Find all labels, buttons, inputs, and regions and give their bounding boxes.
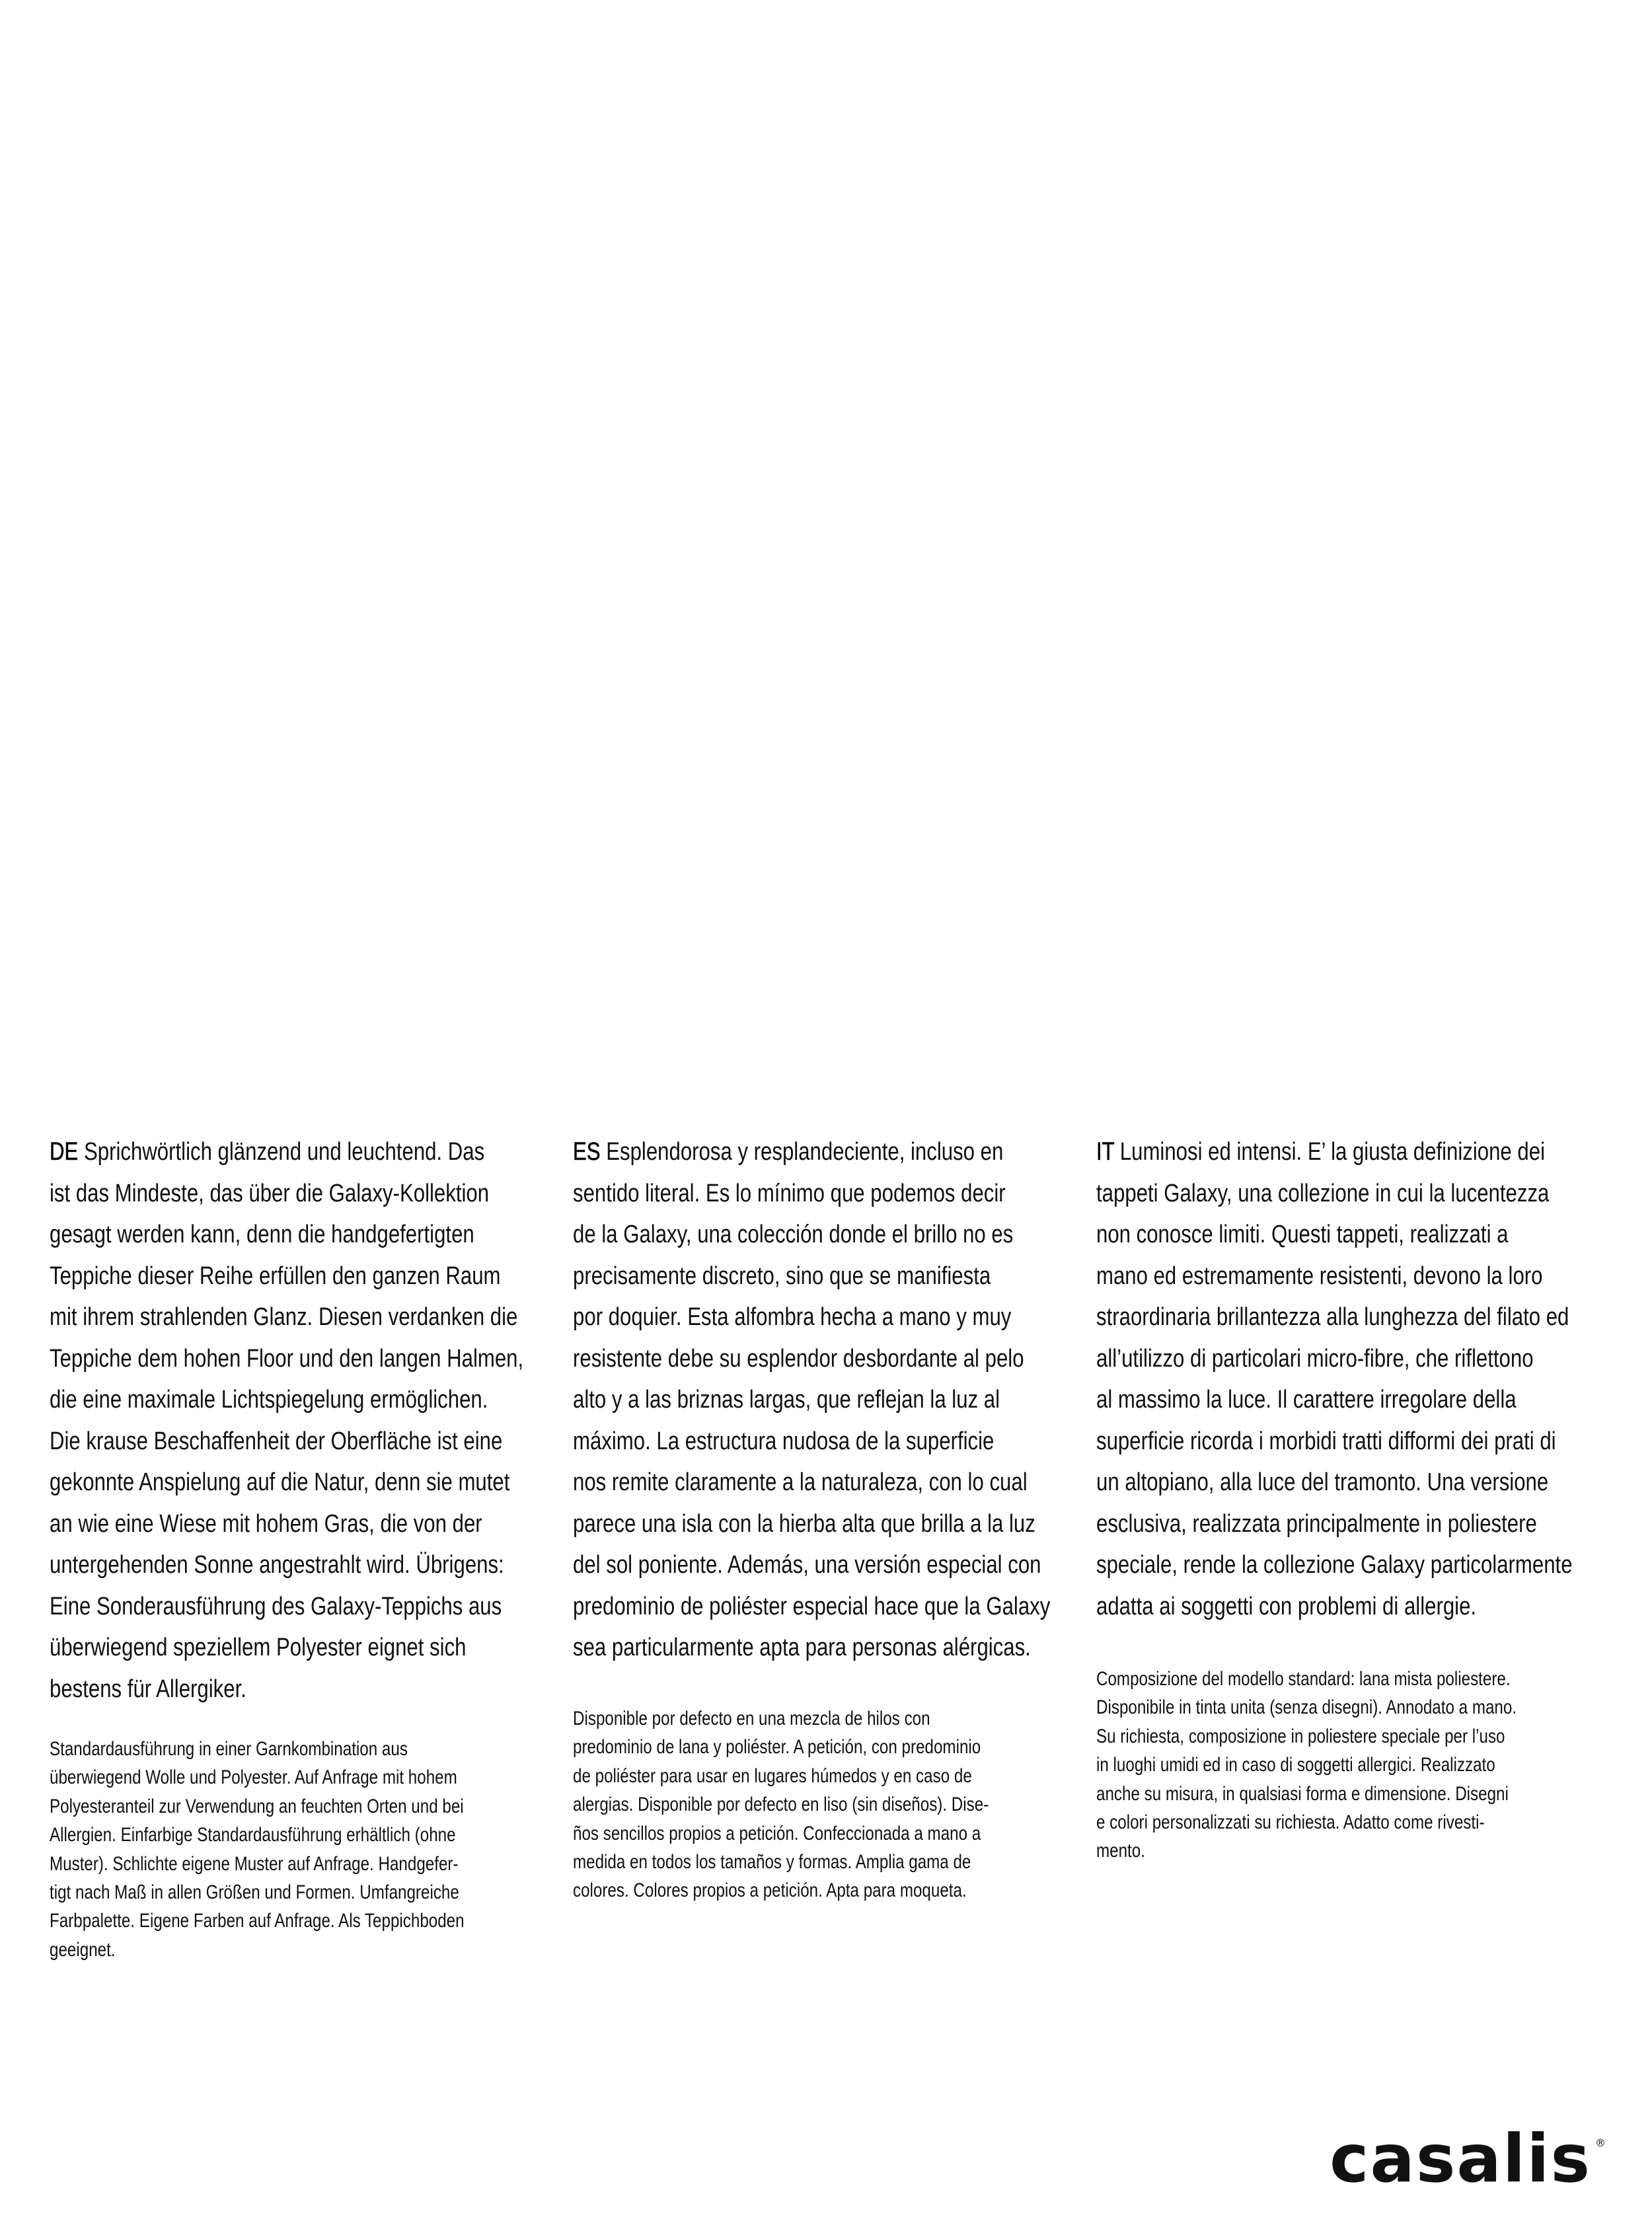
registered-mark: ® bbox=[1595, 2137, 1606, 2149]
language-code: IT bbox=[1096, 1138, 1115, 1166]
spec-line: mento. bbox=[1096, 1840, 1145, 1862]
body-line: bestens für Allergiker. bbox=[50, 1675, 246, 1703]
body-line: por doquier. Esta alfombra hecha a mano y muy bbox=[573, 1303, 1012, 1331]
body-line: an wie eine Wiese mit hohem Gras, die von der bbox=[50, 1509, 482, 1538]
spec-line: Farbpalette. Eigene Farben auf Anfrage. Als Teppichboden bbox=[50, 1910, 465, 1932]
body-text-it bbox=[1096, 1131, 1573, 1627]
spec-line: de poliéster para usar en lugares húmedos y en caso de bbox=[573, 1764, 972, 1787]
spec-line: tigt nach Maß in allen Größen und Formen. Umfangreiche bbox=[50, 1881, 459, 1904]
spec-line: in luoghi umidi ed in caso di soggetti allergici. Realizzato bbox=[1096, 1754, 1495, 1776]
spec-line: medida en todos los tamaños y formas. Amplia gama de bbox=[573, 1851, 971, 1874]
body-line: adatta ai soggetti con problemi di allergie. bbox=[1096, 1592, 1477, 1620]
body-line: Die krause Beschaffenheit der Oberfläche ist eine bbox=[50, 1427, 503, 1455]
spec-line: predominio de lana y poliéster. A petición, con predominio bbox=[573, 1736, 981, 1759]
body-line: untergehenden Sonne angestrahlt wird. Übrigens: bbox=[50, 1551, 504, 1579]
language-code: DE bbox=[50, 1138, 79, 1166]
spec-line: Su richiesta, composizione in poliestere speciale per l’uso bbox=[1096, 1725, 1505, 1747]
body-line: sea particularmente apta para personas alérgicas. bbox=[573, 1634, 1031, 1661]
body-line: máximo. La estructura nudosa de la superficie bbox=[573, 1427, 995, 1455]
body-line: esclusiva, realizzata principalmente in poliestere bbox=[1096, 1509, 1537, 1538]
spec-line: colores. Colores propios a petición. Apta para moqueta. bbox=[573, 1879, 967, 1902]
body-line: precisamente discreto, sino que se manifiesta bbox=[573, 1262, 991, 1290]
casalis-logo bbox=[1330, 2120, 1606, 2197]
spec-line: Muster). Schlichte eigene Muster auf Anfrage. Handgefer- bbox=[50, 1852, 459, 1875]
spec-line: e colori personalizzati su richiesta. Adatto come rivesti- bbox=[1096, 1811, 1485, 1834]
body-line-text: Sprichwörtlich glänzend und leuchtend. Das bbox=[83, 1138, 485, 1166]
body-line: überwiegend speziellem Polyester eignet sich bbox=[50, 1634, 467, 1661]
body-text-es bbox=[573, 1131, 1050, 1669]
body-line: un altopiano, alla luce del tramonto. Una versione bbox=[1096, 1468, 1549, 1496]
spec-line: Disponibile in tinta unita (senza disegni). Annodato a mano. bbox=[1096, 1696, 1517, 1719]
body-text-de bbox=[50, 1131, 523, 1710]
spec-line: Standardausführung in einer Garnkombination aus bbox=[50, 1738, 408, 1760]
spec-line: Disponible por defecto en una mezcla de hilos con bbox=[573, 1708, 930, 1729]
body-line: straordinaria brillantezza alla lunghezza del filato ed bbox=[1096, 1303, 1569, 1331]
body-line: parece una isla con la hierba alta que brilla a la luz bbox=[573, 1509, 1035, 1538]
body-line: sentido literal. Es lo mínimo que podemos decir bbox=[573, 1179, 1006, 1207]
spec-line: Composizione del modello standard: lana mista poliestere. bbox=[1096, 1668, 1511, 1690]
spec-line: Polyesteranteil zur Verwendung an feuchten Orten und bei bbox=[50, 1795, 464, 1817]
body-line: all’utilizzo di particolari micro-fibre, che riflettono bbox=[1096, 1344, 1534, 1373]
body-line: superficie ricorda i morbidi tratti difformi dei prati di bbox=[1096, 1427, 1556, 1455]
spec-line: Allergien. Einfarbige Standardausführung erhältlich (ohne bbox=[50, 1824, 456, 1846]
body-line: gesagt werden kann, denn die handgefertigten bbox=[50, 1221, 474, 1248]
body-line: gekonnte Anspielung auf die Natur, denn sie mutet bbox=[50, 1468, 510, 1496]
body-line: ist das Mindeste, das über die Galaxy-Kollektion bbox=[50, 1179, 490, 1207]
spec-text-de bbox=[50, 1735, 465, 1964]
body-line: alto y a las briznas largas, que reflejan la luz al bbox=[573, 1386, 1000, 1414]
spec-text-es bbox=[573, 1704, 989, 1905]
body-line: tappeti Galaxy, una collezione in cui la lucentezza bbox=[1096, 1179, 1550, 1207]
body-line: Teppiche dieser Reihe erfüllen den ganzen Raum bbox=[50, 1262, 501, 1290]
spec-line: überwiegend Wolle und Polyester. Auf Anfrage mit hohem bbox=[50, 1766, 457, 1789]
body-line bbox=[573, 1131, 1050, 1173]
body-line: non conosce limiti. Questi tappeti, realizzati a bbox=[1096, 1221, 1509, 1248]
body-line-text: Esplendorosa y resplandeciente, incluso en bbox=[606, 1138, 1004, 1166]
language-code: ES bbox=[573, 1138, 601, 1166]
body-line: de la Galaxy, una colección donde el brillo no es bbox=[573, 1221, 1014, 1248]
spec-line: ños sencillos propios a petición. Confeccionada a mano a bbox=[573, 1822, 981, 1844]
spec-line: anche su misura, in qualsiasi forma e dimensione. Disegni bbox=[1096, 1782, 1509, 1805]
body-line: mit ihrem strahlenden Glanz. Diesen verdanken die bbox=[50, 1303, 518, 1331]
spec-text-it bbox=[1096, 1665, 1517, 1866]
body-line: nos remite claramente a la naturaleza, con lo cual bbox=[573, 1468, 1028, 1496]
body-line bbox=[50, 1131, 523, 1173]
body-line: speciale, rende la collezione Galaxy particolarmente bbox=[1096, 1551, 1573, 1579]
body-line: del sol poniente. Además, una versión especial con bbox=[573, 1551, 1041, 1579]
body-line: Eine Sonderausführung des Galaxy-Teppichs aus bbox=[50, 1592, 502, 1620]
body-line: die eine maximale Lichtspiegelung ermöglichen. bbox=[50, 1386, 488, 1414]
body-line: predominio de poliéster especial hace que la Galaxy bbox=[573, 1592, 1051, 1620]
body-line: resistente debe su esplendor desbordante al pelo bbox=[573, 1344, 1024, 1373]
body-line-text: Luminosi ed intensi. E’ la giusta definizione dei bbox=[1119, 1138, 1546, 1166]
body-line: mano ed estremamente resistenti, devono la loro bbox=[1096, 1262, 1543, 1290]
spec-line: alergias. Disponible por defecto en liso (sin diseños). Dise- bbox=[573, 1794, 989, 1816]
body-line: Teppiche dem hohen Floor und den langen Halmen, bbox=[50, 1344, 524, 1373]
body-line bbox=[1096, 1131, 1573, 1173]
spec-line: geeignet. bbox=[50, 1938, 116, 1961]
body-line: al massimo la luce. Il carattere irregolare della bbox=[1096, 1386, 1517, 1414]
logo-wordmark: casalis bbox=[1330, 2120, 1591, 2197]
